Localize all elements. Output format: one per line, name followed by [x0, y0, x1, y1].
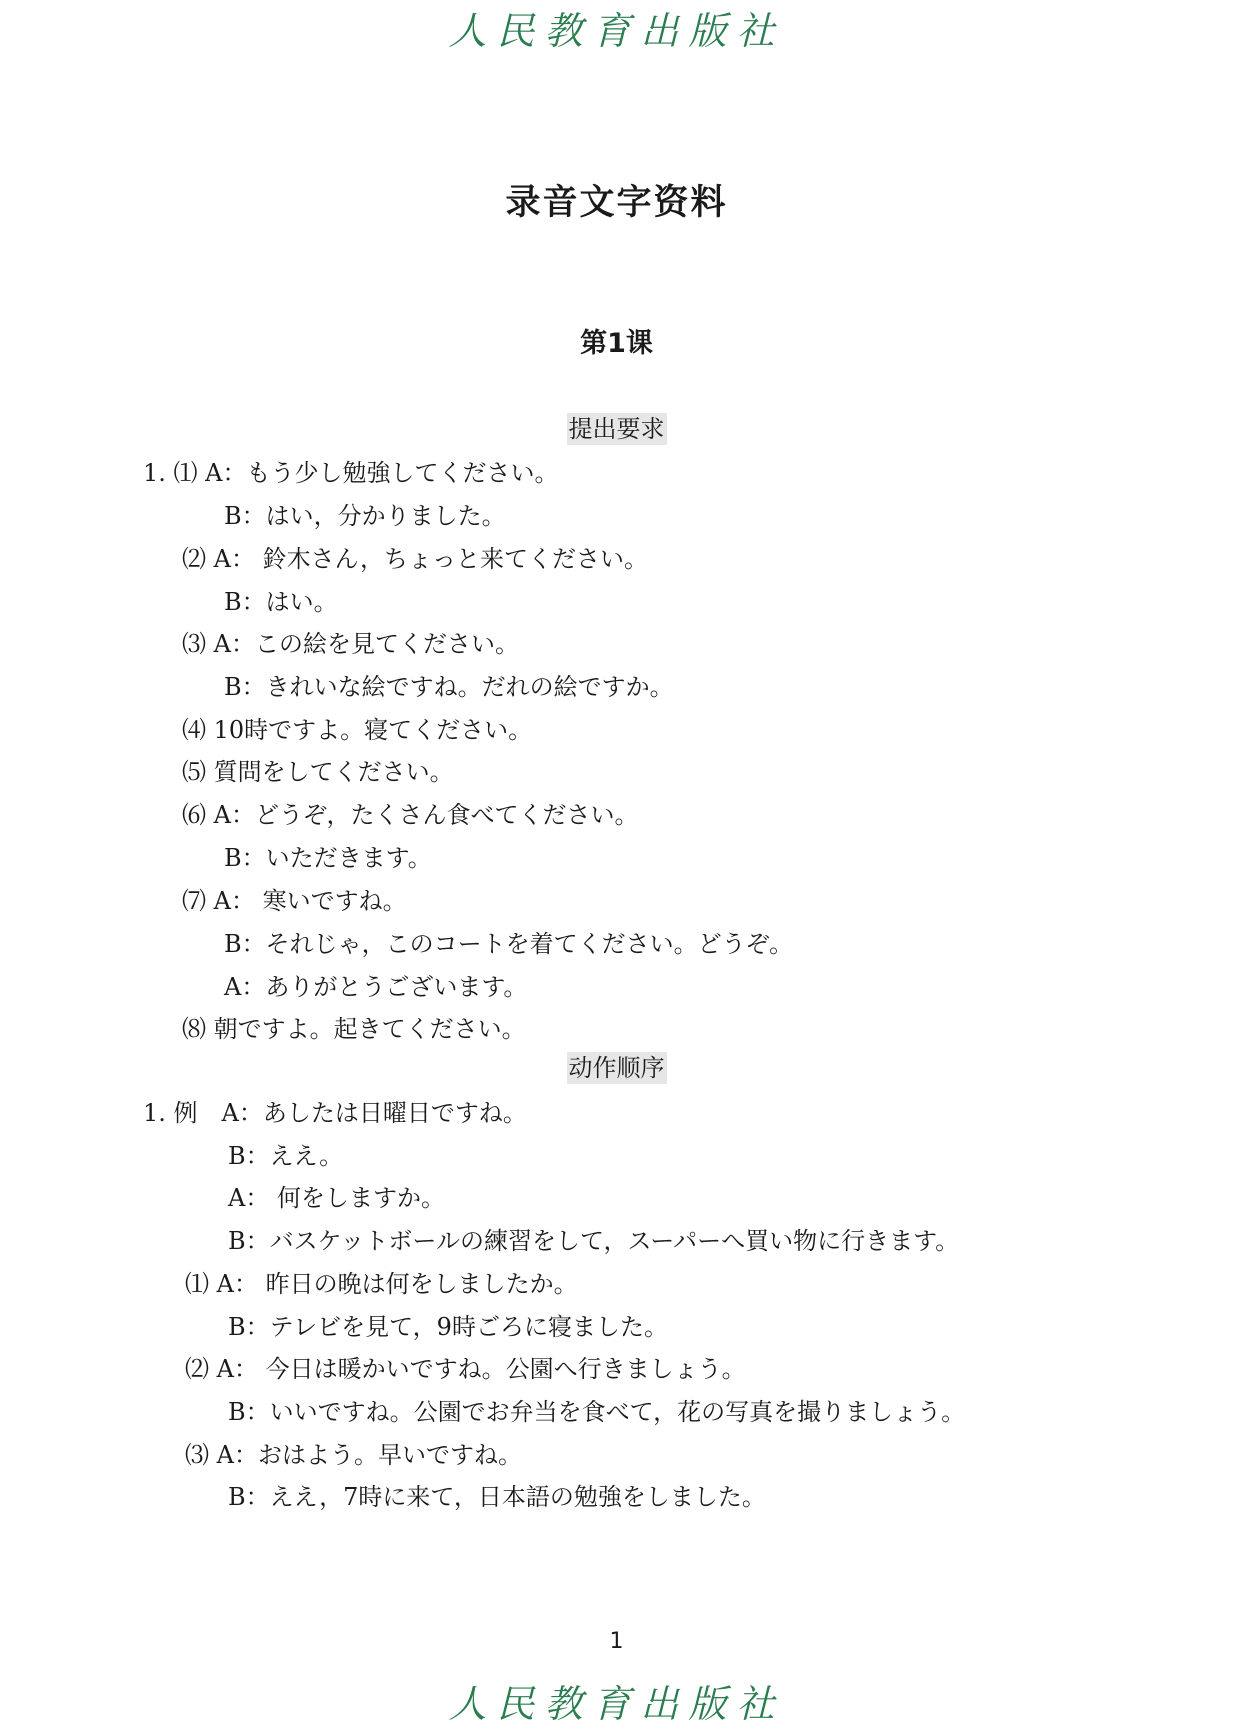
lesson-title: 第1课 — [580, 328, 653, 359]
dialogue-line: ⑷ 10時ですよ。寝てください。 — [182, 716, 533, 744]
dialogue-line: B：いいですね。公園でお弁当を食べて，花の写真を撮りましょう。 — [228, 1398, 966, 1426]
dialogue-line: ⑸ 質問をしてください。 — [182, 758, 454, 786]
dialogue-line: B：テレビを見て，9時ごろに寝ました。 — [228, 1313, 668, 1341]
dialogue-line: ⑵ A： 鈴木さん，ちょっと来てください。 — [182, 545, 649, 573]
dialogue-line: B：はい，分かりました。 — [224, 502, 506, 530]
dialogue-line: ⑴ A： 昨日の晩は何をしましたか。 — [185, 1270, 578, 1298]
dialogue-line: ⑹ A：どうぞ，たくさん食べてください。 — [182, 801, 639, 829]
dialogue-line: ⑻ 朝ですよ。起きてください。 — [182, 1015, 526, 1043]
dialogue-line: ⑵ A： 今日は暖かいですね。公園へ行きましょう。 — [185, 1355, 746, 1383]
dialogue-line: B：それじゃ，このコートを着てください。どうぞ。 — [224, 930, 794, 958]
dialogue-line: A：ありがとうございます。 — [224, 973, 528, 1001]
dialogue-line: A： 何をしますか。 — [228, 1184, 445, 1212]
dialogue-line: B：いただきます。 — [224, 844, 432, 872]
publisher-logo-top: 人民教育出版社 — [448, 9, 785, 53]
section-heading-requests: 提出要求 — [568, 415, 665, 443]
dialogue-line: B：きれいな絵ですね。だれの絵ですか。 — [224, 673, 674, 701]
publisher-logo-bottom: 人民教育出版社 — [448, 1682, 785, 1726]
document-title: 录音文字资料 — [505, 183, 728, 223]
dialogue-line: 1. ⑴ A：もう少し勉強してください。 — [143, 459, 559, 487]
dialogue-line: B：バスケットボールの練習をして，スーパーへ買い物に行きます。 — [228, 1227, 960, 1255]
dialogue-line: B：ええ，7時に来て，日本語の勉強をしました。 — [228, 1483, 766, 1511]
dialogue-line: ⑺ A： 寒いですね。 — [182, 887, 407, 915]
dialogue-line: 1. 例 A：あしたは日曜日ですね。 — [143, 1099, 527, 1127]
page-number: 1 — [609, 1629, 624, 1654]
dialogue-line: B：ええ。 — [228, 1142, 344, 1170]
dialogue-line: ⑶ A：おはよう。早いですね。 — [185, 1441, 522, 1469]
section-heading-action-sequence: 动作顺序 — [568, 1054, 665, 1082]
dialogue-line: ⑶ A：この絵を見てください。 — [182, 630, 519, 658]
dialogue-line: B：はい。 — [224, 588, 338, 616]
